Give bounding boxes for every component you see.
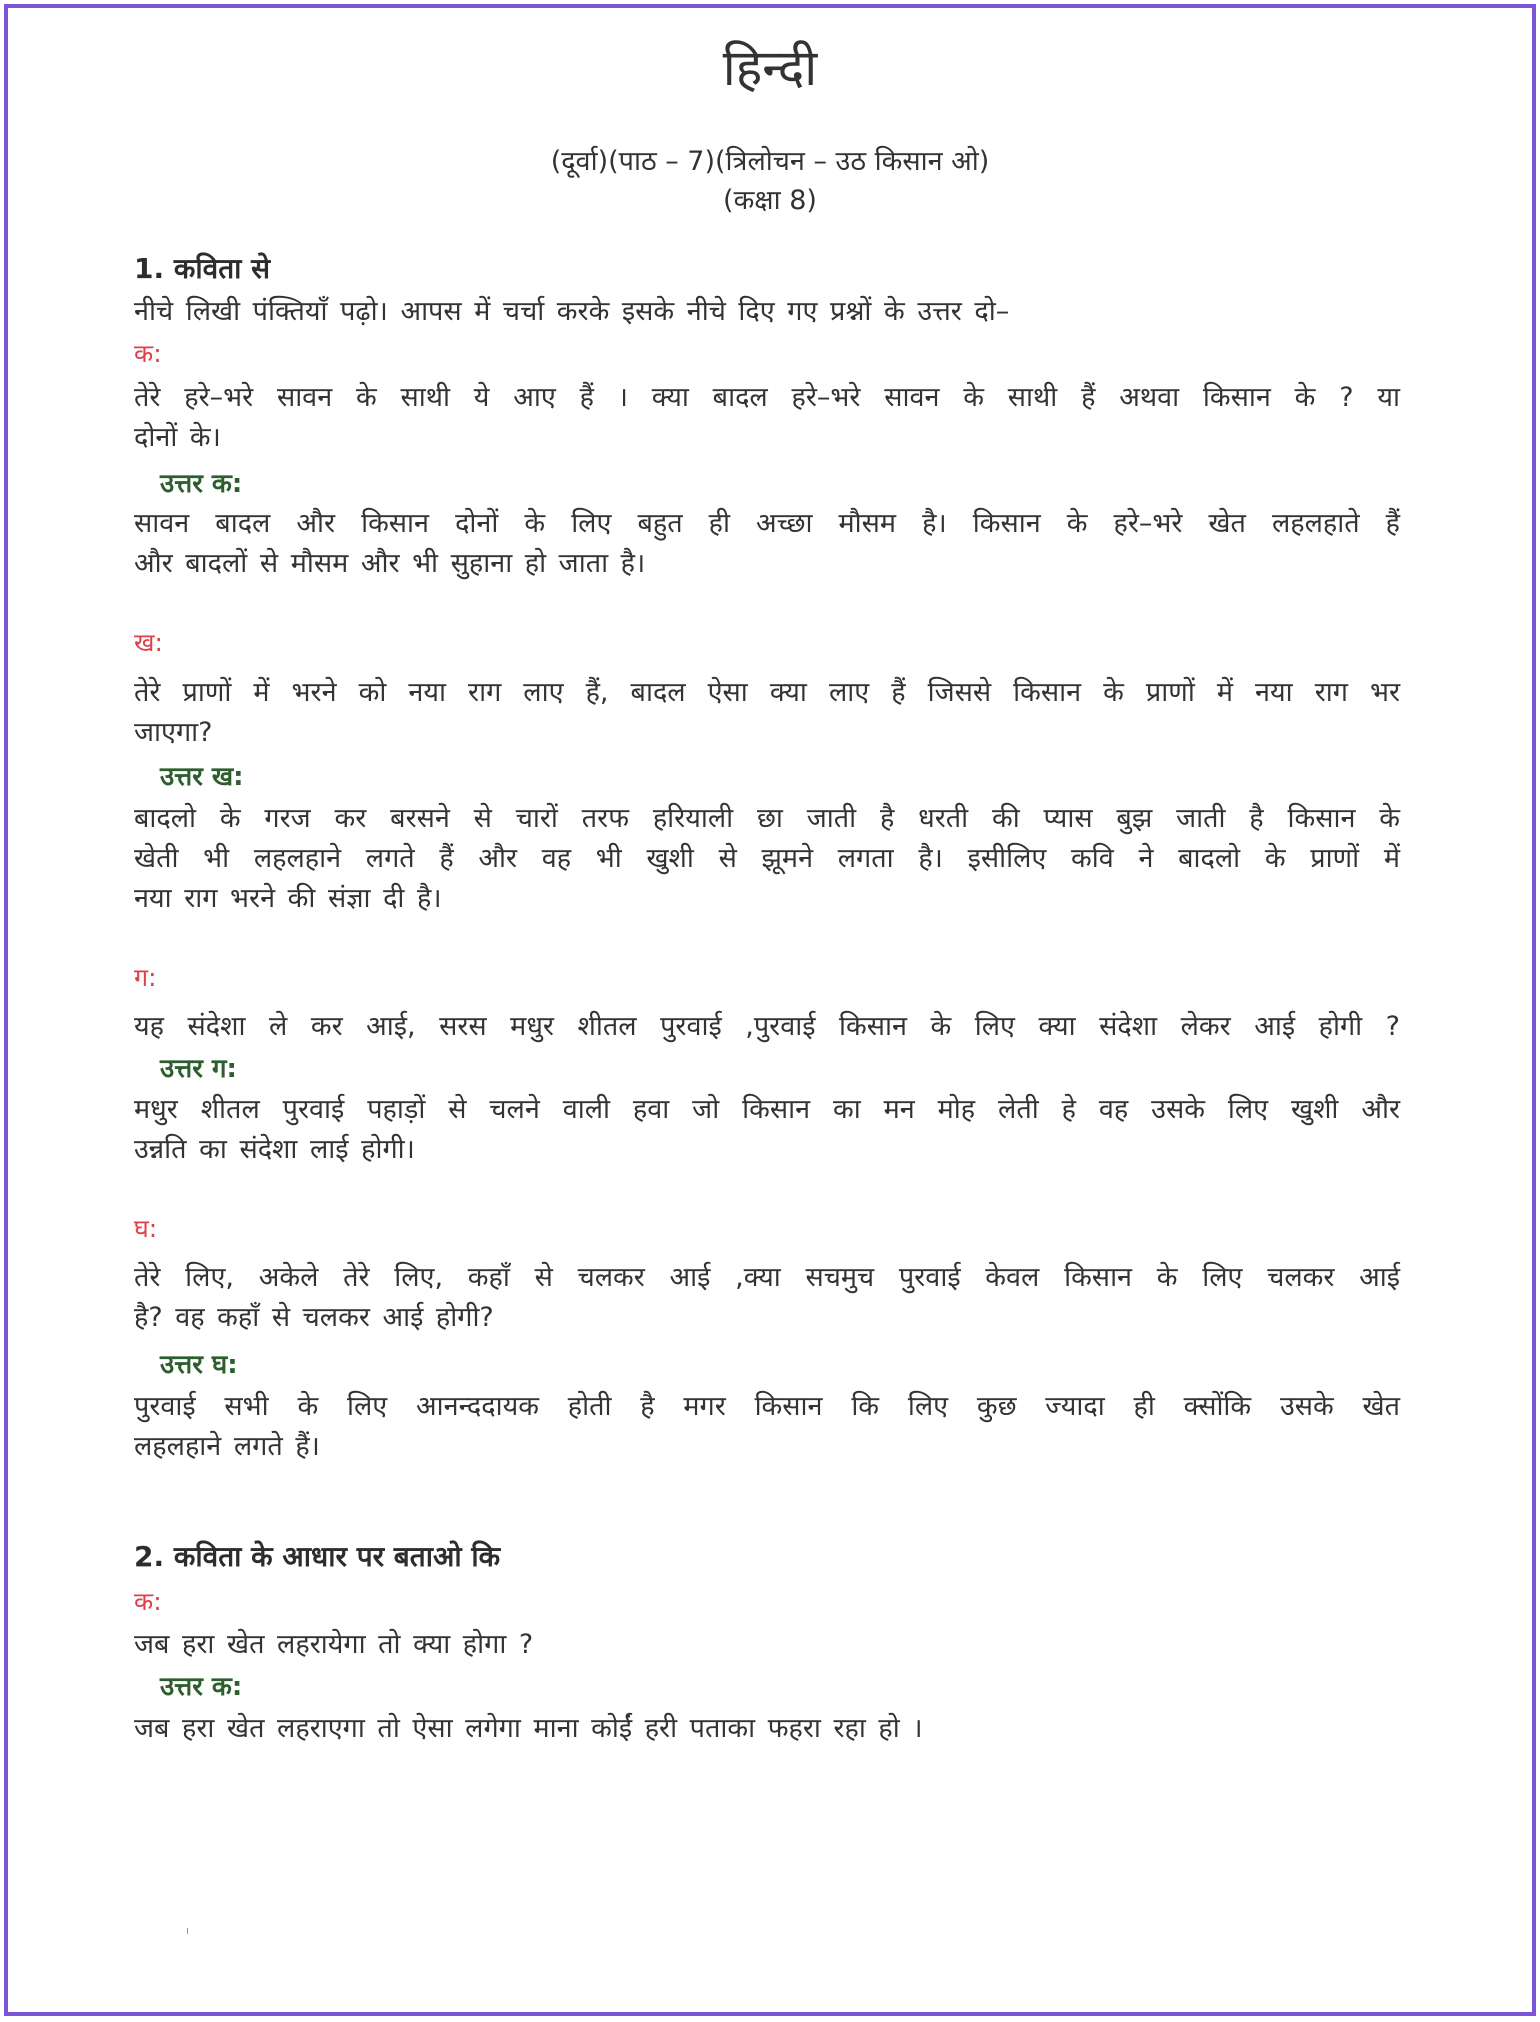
question-line: दोनों के।: [134, 422, 221, 453]
answer-line: उन्नति का संदेशा लाई होगी।: [134, 1134, 415, 1165]
question-line: यह संदेशा ले कर आई, सरस मधुर शीतल पुरवाई ,पुरवाई किसान के लिए क्या संदेशा लेकर आई होगी ?: [134, 1011, 1400, 1042]
question-ka: [134, 378, 1400, 458]
question-label-gha: घ:: [134, 1214, 158, 1243]
question-line: तेरे लिए, अकेले तेरे लिए, कहाँ से चलकर आई ,क्या सचमुच पुरवाई केवल किसान के लिए चलकर आई: [134, 1262, 1400, 1293]
answer-line: लहलहाने लगते हैं।: [134, 1431, 320, 1462]
scan-artifact-mark: [187, 1928, 188, 1934]
question-2-ka: [134, 1625, 1400, 1665]
question-kha: [134, 673, 1400, 753]
answer-kha: [134, 799, 1400, 919]
answer-label-kha: उत्तर ख:: [160, 762, 244, 792]
question-ga: [134, 1007, 1400, 1047]
question-label-kha: ख:: [134, 628, 163, 657]
section-1-heading: 1. कविता से: [134, 252, 271, 285]
question-line: जाएगा?: [134, 717, 213, 748]
question-line: तेरे प्राणों में भरने को नया राग लाए हैं, बादल ऐसा क्या लाए हैं जिससे किसान के प्राणों में नया राग भर: [134, 677, 1400, 708]
section-2-heading: 2. कविता के आधार पर बताओ कि: [134, 1540, 501, 1573]
question-line: है? वह कहाँ से चलकर आई होगी?: [134, 1302, 494, 1333]
question-label-2-ka: क:: [134, 1587, 162, 1616]
question-gha: [134, 1258, 1400, 1338]
lesson-subtitle: (दूर्वा)(पाठ – 7)(त्रिलोचन – उठ किसान ओ): [550, 146, 990, 177]
answer-line: मधुर शीतल पुरवाई पहाड़ों से चलने वाली हवा जो किसान का मन मोह लेती हे वह उसके लिए खुशी और: [134, 1094, 1400, 1125]
answer-gha: [134, 1387, 1400, 1467]
instruction-line: नीचे लिखी पंक्तियाँ पढ़ो। आपस में चर्चा करके इसके नीचे दिए गए प्रश्नों के उत्तर दो–: [134, 296, 1010, 327]
answer-line: नया राग भरने की संज्ञा दी है।: [134, 883, 442, 914]
answer-line: पुरवाई सभी के लिए आनन्ददायक होती है मगर किसान कि लिए कुछ ज्यादा ही क्सोंकि उसके खेत: [134, 1391, 1400, 1422]
answer-line: खेती भी लहलहाने लगते हैं और वह भी खुशी से झूमने लगता है। इसीलिए कवि ने बादलो के प्राणों में: [134, 843, 1400, 874]
answer-ka: [134, 504, 1400, 584]
answer-ga: [134, 1090, 1400, 1170]
page-title: हिन्दी: [722, 39, 818, 97]
answer-line: बादलो के गरज कर बरसने से चारों तरफ हरियाली छा जाती है धरती की प्यास बुझ जाती है किसान के: [134, 803, 1400, 834]
answer-line: जब हरा खेत लहराएगा तो ऐसा लगेगा माना कोईं हरी पताका फहरा रहा हो ।: [134, 1713, 923, 1744]
answer-label-2-ka: उत्तर क:: [160, 1672, 243, 1702]
answer-label-ka: उत्तर क:: [160, 469, 243, 499]
answer-2-ka: [134, 1709, 1400, 1749]
question-label-ka: क:: [134, 339, 162, 368]
section-1-instruction: [134, 292, 1400, 332]
class-subtitle: (कक्षा 8): [723, 185, 817, 216]
answer-line: और बादलों से मौसम और भी सुहाना हो जाता है।: [134, 548, 646, 579]
answer-line: सावन बादल और किसान दोनों के लिए बहुत ही अच्छा मौसम है। किसान के हरे–भरे खेत लहलहाते हैं: [134, 508, 1400, 539]
answer-label-ga: उत्तर ग:: [160, 1054, 237, 1084]
question-label-ga: ग:: [134, 963, 157, 992]
answer-label-gha: उत्तर घ:: [160, 1350, 238, 1380]
question-line: तेरे हरे–भरे सावन के साथी ये आए हैं । क्या बादल हरे–भरे सावन के साथी हैं अथवा किसान के ? या: [134, 382, 1400, 413]
question-line: जब हरा खेत लहरायेगा तो क्या होगा ?: [134, 1629, 534, 1660]
